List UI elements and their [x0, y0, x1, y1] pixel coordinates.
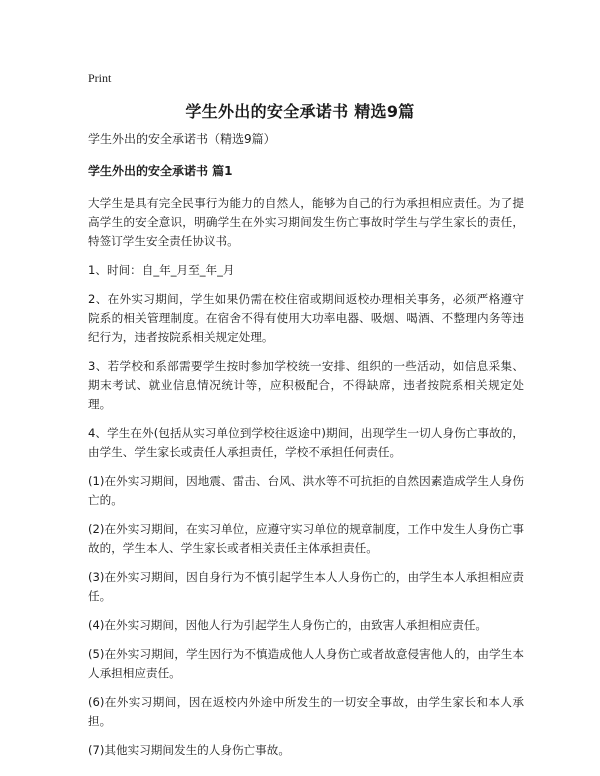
section-heading: 学生外出的安全承诺书 篇1 [88, 164, 233, 178]
paragraph-intro: 大学生是具有完全民事行为能力的自然人，能够为自己的行为承担相应责任。为了提高学生的安全意识，明确学生在外实习期间发生伤亡事故时学生与学生家长的责任，特签订学生安全责任协议书。 [88, 196, 524, 248]
paragraph-subitem-7: (7)其他实习期间发生的人身伤亡事故。 [88, 743, 290, 757]
paragraph-item-1: 1、时间：自_年_月至_年_月 [88, 263, 235, 277]
paragraph-subitem-3: (3)在外实习期间，因自身行为不慎引起学生本人人身伤亡的，由学生本人承担相应责任。 [88, 570, 524, 603]
document-subtitle: 学生外出的安全承诺书（精选9篇） [88, 132, 276, 146]
document-title: 学生外出的安全承诺书 精选9篇 [185, 102, 415, 121]
paragraph-subitem-1: (1)在外实习期间，因地震、雷击、台风、洪水等不可抗拒的自然因素造成学生人身伤亡的。 [88, 474, 524, 507]
paragraph-subitem-4: (4)在外实习期间，因他人行为引起学生人身伤亡的，由致害人承担相应责任。 [88, 618, 488, 632]
paragraph-subitem-2: (2)在外实习期间，在实习单位，应遵守实习单位的规章制度，工作中发生人身伤亡事故的，学生本人、学生家长或者相关责任主体承担责任。 [88, 522, 524, 555]
document-body [88, 131, 524, 770]
paragraph-item-2: 2、在外实习期间，学生如果仍需在校住宿或期间返校办理相关事务，必须严格遵守院系的相关管理制度。在宿舍不得有使用大功率电器、吸烟、喝酒、不整理内务等违纪行为，违者按院系相关规定处理。 [88, 292, 524, 344]
paragraph-item-4: 4、学生在外(包括从实习单位到学校往返途中)期间，出现学生一切人身伤亡事故的，由学生、学生家长或责任人承担责任，学校不承担任何责任。 [88, 426, 524, 459]
paragraph-subitem-5: (5)在外实习期间，学生因行为不慎造成他人人身伤亡或者故意侵害他人的，由学生本人承担相应责任。 [88, 647, 524, 680]
print-link[interactable]: Print [88, 71, 112, 85]
paragraph-item-3: 3、若学校和系部需要学生按时参加学校统一安排、组织的一些活动，如信息采集、期末考试、就业信息情况统计等，应积极配合，不得缺席，违者按院系相关规定处理。 [88, 359, 524, 411]
paragraph-subitem-6: (6)在外实习期间，因在返校内外途中所发生的一切安全事故，由学生家长和本人承担。 [88, 695, 524, 728]
